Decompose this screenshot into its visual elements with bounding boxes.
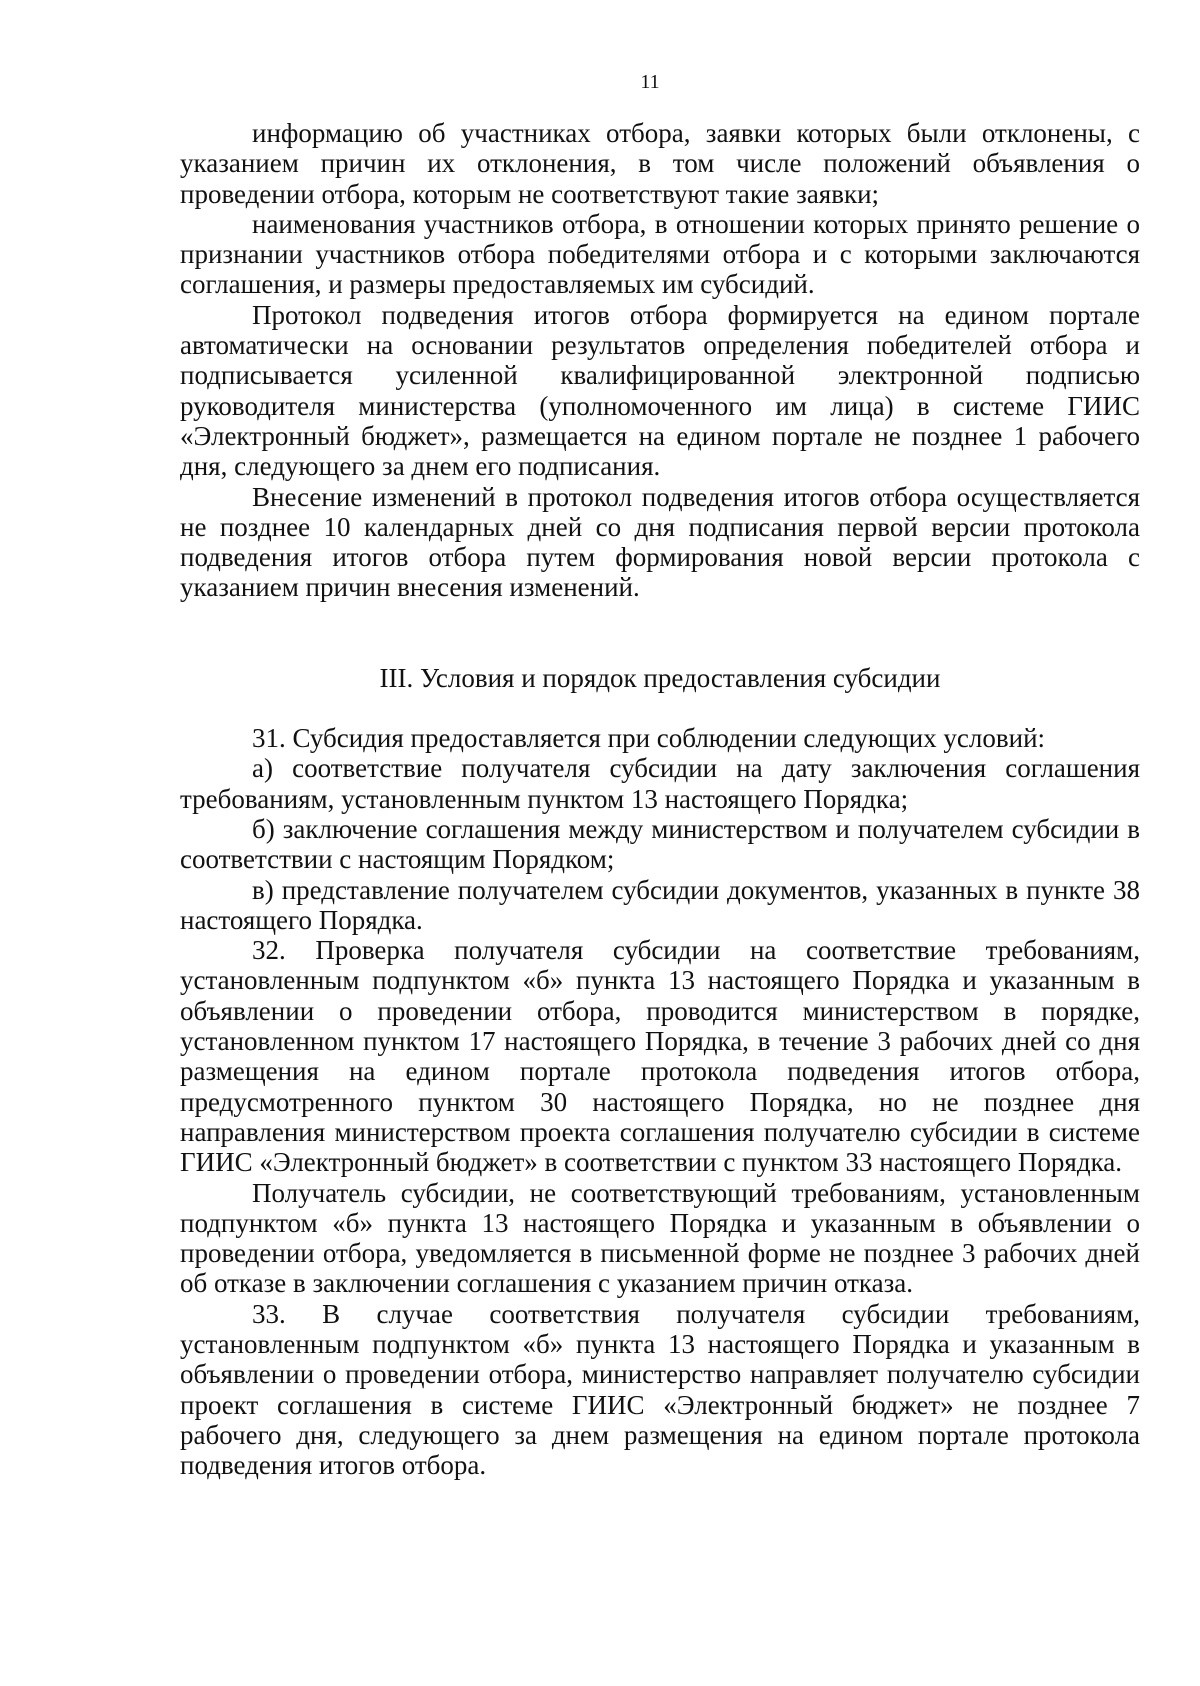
paragraph: 33. В случае соответствия получателя субсидии требованиям, установленным подпунктом «б» пункта 13 настоящего Порядка и указанным в объявлении о проведении отбора, министерство направляет получателю субсидии проект соглашения в системе ГИИС «Электронный бюджет» не позднее 7 рабочего дня, следующего за днем размещения на едином портале протокола подведения итогов отбора.: [180, 1298, 1140, 1481]
paragraph: Внесение изменений в протокол подведения итогов отбора осуществляется не позднее 10 календарных дней со дня подписания первой версии протокола подведения итогов отбора путем формирования новой версии протокола с указанием причин внесения изменений.: [180, 481, 1140, 603]
paragraph: 31. Субсидия предоставляется при соблюдении следующих условий:: [252, 723, 1046, 754]
paragraph: б) заключение соглашения между министерством и получателем субсидии в соответствии с настоящим Порядком;: [180, 813, 1140, 875]
paragraph: наименования участников отбора, в отношении которых принято решение о признании участников отбора победителями отбора и с которыми заключаются соглашения, и размеры предоставляемых им субсидий.: [180, 208, 1140, 300]
paragraph: 32. Проверка получателя субсидии на соответствие требованиям, установленным подпунктом «б» пункта 13 настоящего Порядка и указанным в объявлении о проведении отбора, проводится министерством в порядке, установленном пунктом 17 настоящего Порядка, в течение 3 рабочих дней со дня размещения на едином портале протокола подведения итогов отбора, предусмотренного пунктом 30 настоящего Порядка, но не позднее дня направления министерством проекта соглашения получателю субсидии в системе ГИИС «Электронный бюджет» в соответствии с пунктом 33 настоящего Порядка.: [180, 935, 1140, 1178]
page-number: 11: [640, 71, 660, 93]
paragraph: Протокол подведения итогов отбора формируется на едином портале автоматически на основании результатов определения победителей отбора и подписывается усиленной квалифицированной электронной подписью руководителя министерства (уполномоченного им лица) в системе ГИИС «Электронный бюджет», размещается на едином портале не позднее 1 рабочего дня, следующего за днем его подписания.: [180, 299, 1140, 482]
section-heading: III. Условия и порядок предоставления субсидии: [379, 662, 941, 693]
paragraph: а) соответствие получателя субсидии на дату заключения соглашения требованиям, установленным пунктом 13 настоящего Порядка;: [180, 753, 1140, 814]
paragraph: информацию об участниках отбора, заявки которых были отклонены, с указанием причин их отклонения, в том числе положений объявления о проведении отбора, которым не соответствуют такие заявки;: [180, 118, 1140, 209]
paragraph: в) представление получателем субсидии документов, указанных в пункте 38 настоящего Порядка.: [180, 874, 1140, 935]
document-body: [180, 118, 1140, 1480]
paragraph: Получатель субсидии, не соответствующий требованиям, установленным подпунктом «б» пункта 13 настоящего Порядка и указанным в объявлении о проведении отбора, уведомляется в письменной форме не позднее 3 рабочих дней об отказе в заключении соглашения с указанием причин отказа.: [180, 1177, 1140, 1299]
